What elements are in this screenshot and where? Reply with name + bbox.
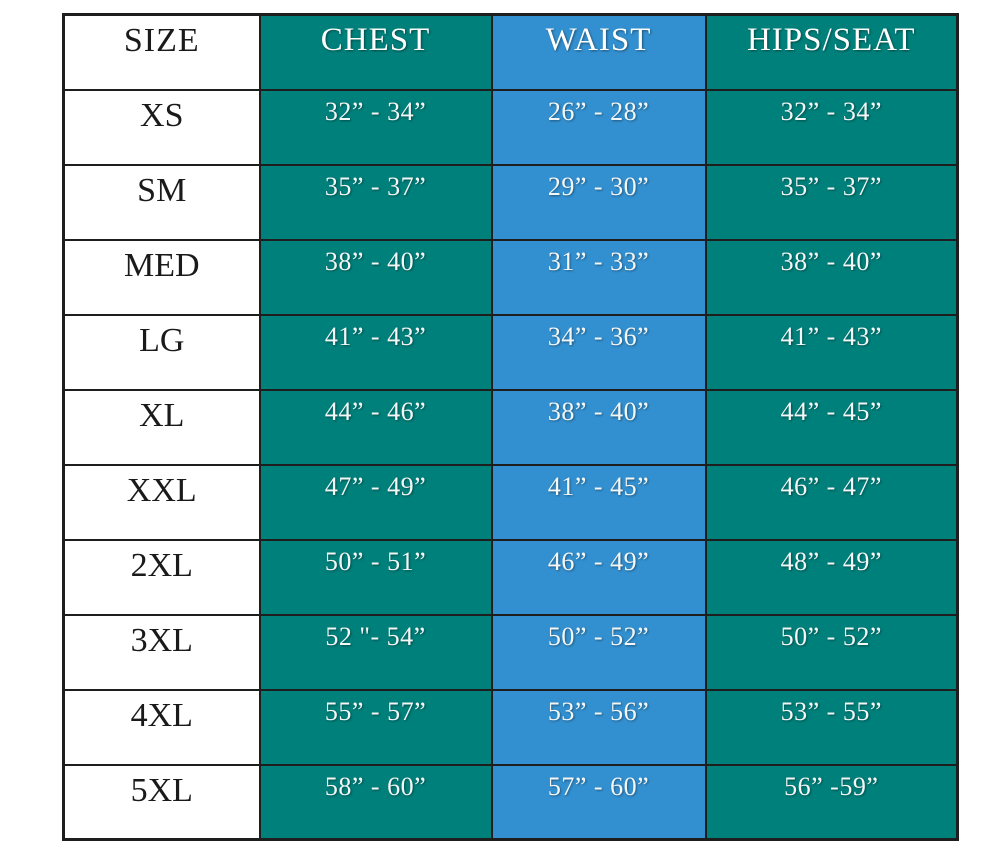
hips-value-cell: 44” - 45” bbox=[706, 390, 958, 465]
table-row bbox=[64, 240, 958, 315]
chest-value-cell: 50” - 51” bbox=[260, 540, 492, 615]
chest-value-cell: 35” - 37” bbox=[260, 165, 492, 240]
table-row bbox=[64, 315, 958, 390]
table-row bbox=[64, 615, 958, 690]
size-label-cell: XL bbox=[64, 390, 260, 465]
waist-value-cell: 26” - 28” bbox=[492, 90, 706, 165]
header-hips-seat: HIPS/SEAT bbox=[706, 15, 958, 90]
hips-value-cell: 56” -59” bbox=[706, 765, 958, 840]
waist-value-cell: 29” - 30” bbox=[492, 165, 706, 240]
waist-value-cell: 46” - 49” bbox=[492, 540, 706, 615]
header-row bbox=[64, 15, 958, 90]
size-label-cell: XS bbox=[64, 90, 260, 165]
hips-value-cell: 46” - 47” bbox=[706, 465, 958, 540]
chest-value-cell: 38” - 40” bbox=[260, 240, 492, 315]
chest-value-cell: 58” - 60” bbox=[260, 765, 492, 840]
header-size: SIZE bbox=[64, 15, 260, 90]
size-label-cell: 5XL bbox=[64, 765, 260, 840]
chest-value-cell: 41” - 43” bbox=[260, 315, 492, 390]
chest-value-cell: 32” - 34” bbox=[260, 90, 492, 165]
table-row bbox=[64, 465, 958, 540]
size-label-cell: SM bbox=[64, 165, 260, 240]
hips-value-cell: 38” - 40” bbox=[706, 240, 958, 315]
size-chart-container bbox=[62, 13, 959, 841]
size-label-cell: 2XL bbox=[64, 540, 260, 615]
hips-value-cell: 48” - 49” bbox=[706, 540, 958, 615]
table-row bbox=[64, 165, 958, 240]
waist-value-cell: 34” - 36” bbox=[492, 315, 706, 390]
size-chart-header bbox=[64, 15, 958, 90]
chest-value-cell: 47” - 49” bbox=[260, 465, 492, 540]
hips-value-cell: 50” - 52” bbox=[706, 615, 958, 690]
hips-value-cell: 53” - 55” bbox=[706, 690, 958, 765]
table-row bbox=[64, 90, 958, 165]
table-row bbox=[64, 690, 958, 765]
waist-value-cell: 53” - 56” bbox=[492, 690, 706, 765]
waist-value-cell: 31” - 33” bbox=[492, 240, 706, 315]
hips-value-cell: 32” - 34” bbox=[706, 90, 958, 165]
chest-value-cell: 44” - 46” bbox=[260, 390, 492, 465]
size-label-cell: XXL bbox=[64, 465, 260, 540]
table-row bbox=[64, 765, 958, 840]
size-label-cell: 4XL bbox=[64, 690, 260, 765]
size-label-cell: 3XL bbox=[64, 615, 260, 690]
size-label-cell: MED bbox=[64, 240, 260, 315]
size-label-cell: LG bbox=[64, 315, 260, 390]
size-chart-table bbox=[62, 13, 959, 841]
chest-value-cell: 52 "- 54” bbox=[260, 615, 492, 690]
header-waist: WAIST bbox=[492, 15, 706, 90]
waist-value-cell: 50” - 52” bbox=[492, 615, 706, 690]
table-row bbox=[64, 540, 958, 615]
size-table-body bbox=[64, 90, 958, 840]
header-chest: CHEST bbox=[260, 15, 492, 90]
hips-value-cell: 41” - 43” bbox=[706, 315, 958, 390]
chest-value-cell: 55” - 57” bbox=[260, 690, 492, 765]
waist-value-cell: 38” - 40” bbox=[492, 390, 706, 465]
waist-value-cell: 57” - 60” bbox=[492, 765, 706, 840]
table-row bbox=[64, 390, 958, 465]
waist-value-cell: 41” - 45” bbox=[492, 465, 706, 540]
hips-value-cell: 35” - 37” bbox=[706, 165, 958, 240]
